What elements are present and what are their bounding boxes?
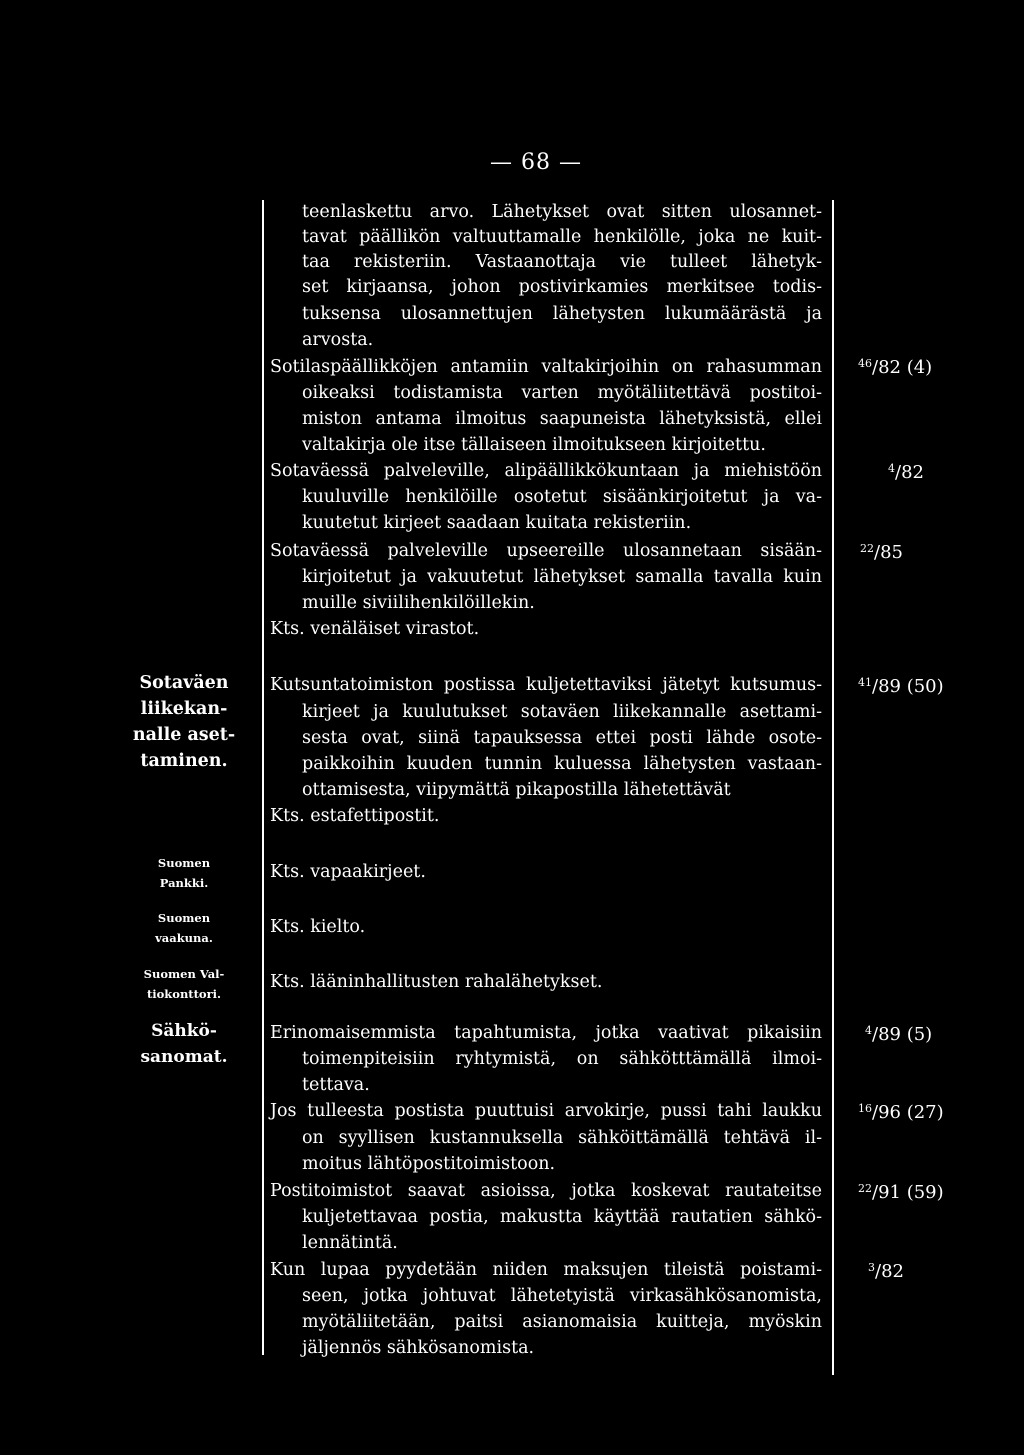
text-line: set kirjaansa, johon postivirkamies merkitsee todis- — [302, 277, 822, 297]
reference-number: 22 — [858, 1182, 872, 1195]
text-line: Kts. estafettipostit. — [270, 806, 440, 826]
reference-number: 16 — [858, 1102, 872, 1115]
sidebar-heading-suomen-valtiokonttori — [120, 964, 248, 1004]
sidebar-heading-line: Pankki. — [159, 876, 209, 890]
left-rule — [262, 200, 264, 1355]
reference-text: /91 (59) — [872, 1182, 944, 1203]
sidebar-heading-suomen-vaakuna — [120, 908, 248, 948]
text-line: tettava. — [302, 1075, 370, 1095]
reference-text: /96 (27) — [872, 1102, 944, 1123]
reference-number: 4 — [888, 462, 895, 475]
text-line: sesta ovat, siinä tapauksessa ettei posti lähde osote- — [302, 728, 822, 748]
sidebar-heading-sahkosanomat — [120, 1018, 248, 1070]
reference-number: 41 — [858, 676, 872, 689]
text-line: oikeaksi todistamista varten myötäliitettävä postitoi- — [302, 383, 822, 403]
text-line: on syyllisen kustannuksella sähköittämällä tehtävä il- — [302, 1128, 822, 1148]
text-line: Sotaväessä palveleville upseereille ulosannetaan sisään- — [270, 541, 822, 561]
sidebar-heading-line: sanomat. — [140, 1047, 228, 1067]
text-line: tavat päällikön valtuuttamalle henkilölle, joka ne kuit- — [302, 227, 822, 247]
text-line: jäljennös sähkösanomista. — [302, 1338, 535, 1358]
margin-reference — [858, 1102, 978, 1123]
reference-number: 46 — [858, 357, 872, 370]
text-line: paikkoihin kuuden tunnin kuluessa lähetysten vastaan- — [302, 754, 822, 774]
margin-reference — [860, 542, 980, 563]
text-line: Sotilaspäällikköjen antamiin valtakirjoihin on rahasumman — [270, 357, 822, 377]
reference-number: 4 — [865, 1024, 872, 1037]
margin-reference — [858, 357, 978, 378]
text-line: Jos tulleesta postista puuttuisi arvokirje, pussi tahi laukku — [270, 1101, 822, 1121]
text-line: muille siviilihenkilöillekin. — [302, 593, 535, 613]
sidebar-heading-line: Suomen — [157, 856, 211, 870]
text-line: arvosta. — [302, 330, 374, 350]
text-line: Kts. lääninhallitusten rahalähetykset. — [270, 972, 603, 992]
text-line: seen, jotka johtuvat lähetetyistä virkasähkösanomista, — [302, 1286, 822, 1306]
text-line: myötäliitetään, paitsi asianomaisia kuitteja, myöskin — [302, 1312, 822, 1332]
text-line: Kts. vapaakirjeet. — [270, 862, 426, 882]
margin-reference — [888, 462, 1008, 483]
text-line: teenlaskettu arvo. Lähetykset ovat sitten ulosannet- — [302, 202, 822, 222]
sidebar-heading-line: Suomen Val- — [143, 967, 225, 981]
text-line: kuutetut kirjeet saadaan kuitata rekisteriin. — [302, 513, 692, 533]
text-line: ottamisesta, viipymättä pikapostilla lähetettävät — [302, 780, 731, 800]
margin-reference — [858, 1182, 978, 1203]
text-line: moitus lähtöpostitoimistoon. — [302, 1154, 556, 1174]
sidebar-heading-line: tiokonttori. — [146, 987, 222, 1001]
text-line: lennätintä. — [302, 1233, 398, 1253]
sidebar-heading-line: taminen. — [140, 751, 228, 771]
reference-text: /82 — [895, 462, 924, 483]
text-line: Kts. kielto. — [270, 917, 366, 937]
reference-text: /82 (4) — [872, 357, 933, 378]
text-line: kuuluville henkilöille osotetut sisäänkirjoitetut ja va- — [302, 487, 822, 507]
text-line: Kts. venäläiset virastot. — [270, 619, 480, 639]
margin-reference — [865, 1024, 985, 1045]
text-line: toimenpiteisiin ryhtymistä, on sähkötttämällä ilmoi- — [302, 1049, 822, 1069]
text-line: miston antama ilmoitus saapuneista lähetyksistä, ellei — [302, 409, 822, 429]
reference-number: 3 — [868, 1261, 875, 1274]
text-line: kirjeet ja kuulutukset sotaväen liikekannalle asettami- — [302, 702, 822, 722]
reference-text: /82 — [875, 1261, 904, 1282]
reference-text: /85 — [874, 542, 903, 563]
sidebar-heading-suomen-pankki — [120, 853, 248, 893]
reference-text: /89 (50) — [872, 676, 944, 697]
text-line: valtakirja ole itse tällaiseen ilmoitukseen kirjoitettu. — [302, 435, 766, 455]
text-line: kuljetettavaa postia, makustta käyttää rautatien sähkö- — [302, 1207, 822, 1227]
text-line: Sotaväessä palveleville, alipäällikkökuntaan ja miehistöön — [270, 461, 822, 481]
margin-reference — [868, 1261, 988, 1282]
sidebar-heading-line: Suomen — [157, 911, 211, 925]
text-line: Erinomaisemmista tapahtumista, jotka vaativat pikaisiin — [270, 1023, 822, 1043]
text-line: Kutsuntatoimiston postissa kuljetettaviksi jätetyt kutsumus- — [270, 675, 822, 695]
reference-text: /89 (5) — [872, 1024, 933, 1045]
sidebar-heading-line: liikekan- — [140, 699, 228, 719]
text-line: Kun lupaa pyydetään niiden maksujen tileistä poistami- — [270, 1260, 822, 1280]
text-line: tuksensa ulosannettujen lähetysten lukumäärästä ja — [302, 304, 822, 324]
page-number: — 68 — — [490, 150, 582, 175]
reference-number: 22 — [860, 542, 874, 555]
sidebar-heading-line: Sotaväen — [139, 673, 229, 693]
text-line: taa rekisteriin. Vastaanottaja vie tulleet lähetyk- — [302, 252, 822, 272]
right-rule — [832, 200, 834, 1375]
sidebar-heading-line: Sähkö- — [151, 1021, 217, 1041]
text-line: kirjoitetut ja vakuutetut lähetykset samalla tavalla kuin — [302, 567, 822, 587]
margin-reference — [858, 676, 978, 697]
sidebar-heading-line: nalle aset- — [132, 725, 236, 745]
sidebar-heading-line: vaakuna. — [155, 931, 213, 945]
sidebar-heading-sotavaen — [120, 670, 248, 774]
text-line: Postitoimistot saavat asioissa, jotka koskevat rautateitse — [270, 1181, 822, 1201]
